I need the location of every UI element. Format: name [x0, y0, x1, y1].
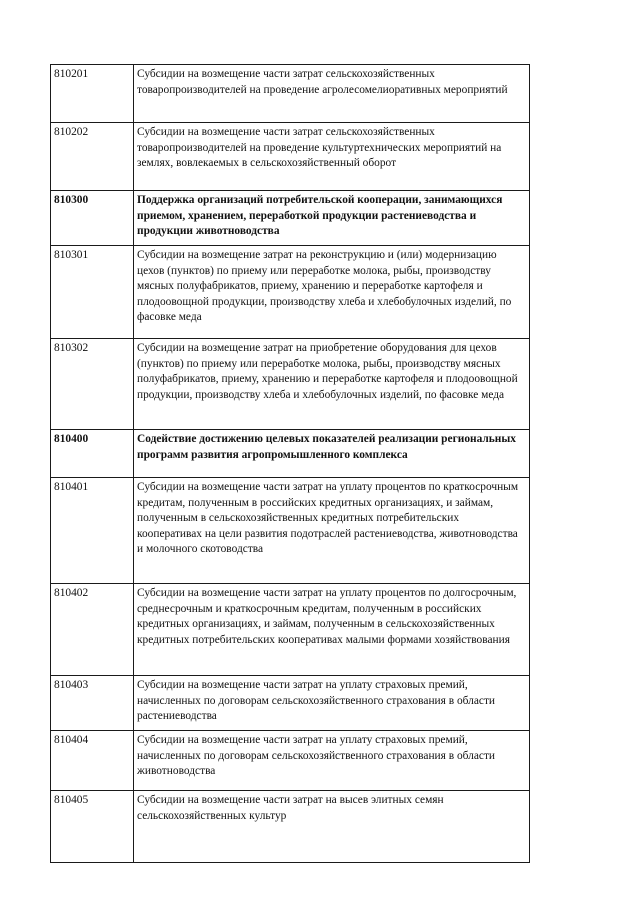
table-row	[51, 478, 530, 584]
row-code: 810202	[51, 123, 134, 191]
table-row-heading	[51, 191, 530, 246]
row-description: Субсидии на возмещение части затрат на уплату страховых премий, начисленных по договорам сельскохозяйственного страхования в области растениеводства	[134, 676, 530, 731]
row-description: Субсидии на возмещение затрат на приобретение оборудования для цехов (пунктов) по приему или переработке молока, рыбы, производству мясных полуфабрикатов, приему, хранению и переработке картофеля и плодоовощной продукции, производству хлеба и хлебобулочных изделий, по фасовке меда	[134, 339, 530, 430]
row-description: Субсидии на возмещение части затрат сельскохозяйственных товаропроизводителей на проведение культуртехнических мероприятий на землях, вовлекаемых в сельскохозяйственный оборот	[134, 123, 530, 191]
table-row	[51, 791, 530, 863]
row-code: 810302	[51, 339, 134, 430]
table-row	[51, 731, 530, 791]
row-code: 810402	[51, 584, 134, 676]
table-row	[51, 676, 530, 731]
table-row	[51, 584, 530, 676]
row-code: 810405	[51, 791, 134, 863]
row-code: 810404	[51, 731, 134, 791]
row-description: Субсидии на возмещение части затрат на уплату страховых премий, начисленных по договорам сельскохозяйственного страхования в области животноводства	[134, 731, 530, 791]
row-description: Содействие достижению целевых показателей реализации региональных программ развития агропромышленного комплекса	[134, 430, 530, 478]
row-code: 810401	[51, 478, 134, 584]
row-description: Субсидии на возмещение части затрат на высев элитных семян сельскохозяйственных культур	[134, 791, 530, 863]
table-row	[51, 123, 530, 191]
row-description: Субсидии на возмещение части затрат на уплату процентов по краткосрочным кредитам, полученным в российских кредитных организациях, и займам, полученным в сельскохозяйственных кредитных потребительских кооперативах на цели развития подотраслей растениеводства, животноводства и молочного скотоводства	[134, 478, 530, 584]
row-description: Субсидии на возмещение части затрат на уплату процентов по долгосрочным, среднесрочным и краткосрочным кредитам, полученным в российских кредитных организациях, и займам, полученным в сельскохозяйственных кредитных потребительских кооперативах малыми формами хозяйствования	[134, 584, 530, 676]
row-description: Поддержка организаций потребительской кооперации, занимающихся приемом, хранением, переработкой продукции растениеводства и продукции животноводства	[134, 191, 530, 246]
table-row-heading	[51, 430, 530, 478]
row-code: 810403	[51, 676, 134, 731]
row-code: 810201	[51, 65, 134, 123]
row-code: 810300	[51, 191, 134, 246]
row-code: 810400	[51, 430, 134, 478]
row-description: Субсидии на возмещение затрат на реконструкцию и (или) модернизацию цехов (пунктов) по приему или переработке молока, рыбы, производству мясных полуфабрикатов, приему, хранению и переработке картофеля и плодоовощной продукции, производству хлеба и хлебобулочных изделий, по фасовке меда	[134, 246, 530, 339]
table-row	[51, 65, 530, 123]
subsidy-code-table	[50, 64, 530, 863]
row-code: 810301	[51, 246, 134, 339]
table-row	[51, 246, 530, 339]
row-description: Субсидии на возмещение части затрат сельскохозяйственных товаропроизводителей на проведение агролесомелиоративных мероприятий	[134, 65, 530, 123]
table-row	[51, 339, 530, 430]
